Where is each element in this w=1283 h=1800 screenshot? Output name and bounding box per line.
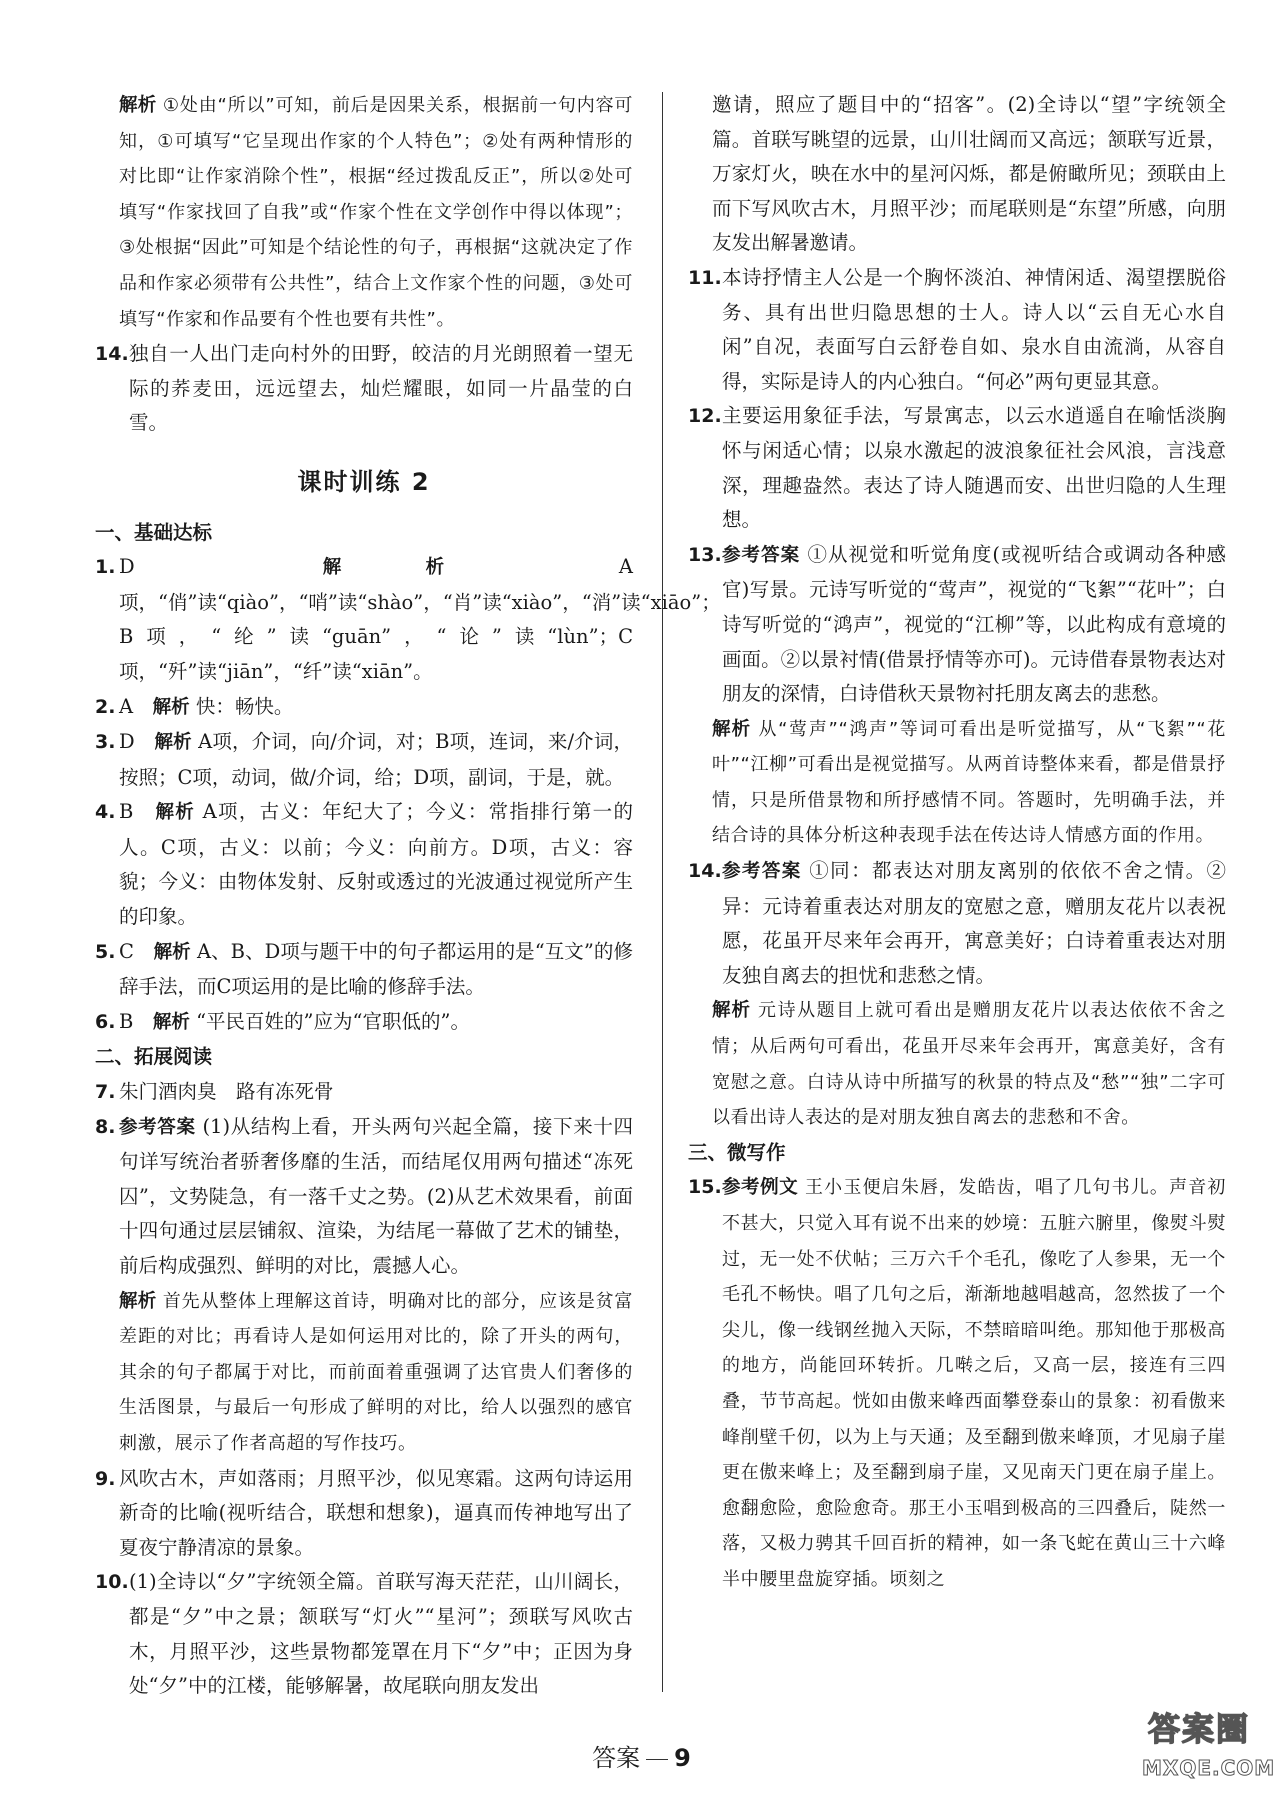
item-answer: D [119, 730, 135, 754]
item-number: 13. [688, 543, 722, 566]
explanation-text: 首先从整体上理解这首诗，明确对比的部分，应该是贫富差距的对比；再看诗人是如何运用对比的，除了开头的两句，其余的句子都属于对比，而前面着重强调了达官贵人们奢侈的生活图景，与最后一句形成了鲜明的对比，给人以强烈的感官刺激，展示了作者高超的写作技巧。 [119, 1290, 633, 1454]
explanation-label: 解析 [119, 1290, 157, 1312]
answer-item-13 [688, 538, 1226, 712]
page-number: 9 [674, 1744, 691, 1772]
item-answer: B [119, 1009, 134, 1033]
explanation-label: 解析 [119, 95, 157, 116]
item-number: 1. [95, 556, 116, 579]
item-text: A、B、D项与题干中的句子都运用的是“互文”的修辞手法，而C项运用的是比喻的修辞手法。 [119, 939, 633, 999]
item-number: 7. [95, 1081, 116, 1104]
intro-explanation [95, 88, 633, 337]
section-title: 课时训练 2 [297, 467, 431, 496]
item-number: 15. [688, 1176, 722, 1199]
item-number: 12. [688, 405, 722, 428]
answer-item-12 [688, 399, 1226, 537]
explanation-label: 解析 [712, 1000, 751, 1022]
reference-answer-label: 参考答案 [722, 861, 802, 883]
explanation-text: 元诗从题目上就可看出是赠朋友花片以表达依依不舍之情；从后两句可看出，花虽开尽来年会再开，寓意美好，含有宽慰之意。白诗从诗中所描写的秋景的特点及“愁”“独”二字可以看出诗人表达的是对朋友独自离去的悲愁和不舍。 [712, 1000, 1226, 1129]
explanation-label: 解析 [152, 696, 190, 718]
reference-answer-label: 参考答案 [722, 544, 801, 566]
explanation-text: ①处由“所以”可知，前后是因果关系，根据前一句内容可知，①可填写“它呈现出作家的个人特色”；②处有两种情形的对比即“让作家消除个性”，根据“经过拨乱反正”，所以②处可填写“作家找回了自我”或“作家个性在文学创作中得以体现”；③处根据“因此”可知是个结论性的句子，再根据“这就决定了作品和作家必须带有公共性”，结合上文作家个性的问题，③处可填写“作家和作品要有个性也要有共性”。 [119, 95, 633, 330]
item-text: (1)从结构上看，开头两句兴起全篇，接下来十四句详写统治者骄奢侈靡的生活，而结尾仅用两句描述“冻死囚”，文势陡急，有一落千丈之势。(2)从艺术效果看，前面十四句通过层层铺叙、渲染，为结尾一幕做了艺术的铺垫，前后构成强烈、鲜明的对比，震撼人心。 [119, 1114, 634, 1277]
footer-label: 答案 [592, 1744, 641, 1772]
item-text: A项，介词，向/介词，对；B项，连词，来/介词，按照；C项，动词，做/介词，给；D项，副词，于是，就。 [119, 730, 633, 789]
item-text: 独自一人出门走向村外的田野，皎洁的月光朗照着一望无际的荞麦田，远远望去，灿烂耀眼，如同一片晶莹的白雪。 [129, 342, 633, 435]
section-heading-micro-writing: 三、微写作 [688, 1140, 786, 1164]
answer-item-4 [95, 795, 633, 934]
item-number: 3. [95, 731, 116, 754]
item-text: 朱门酒肉臭 路有冻死骨 [119, 1080, 334, 1104]
section-heading-basic: 一、基础达标 [95, 520, 213, 544]
answer-item-10 [95, 1565, 633, 1703]
explanation-label: 解析 [322, 557, 529, 579]
answer-item-2 [95, 690, 633, 726]
item-text: 邀请，照应了题目中的“招客”。(2)全诗以“望”字统领全篇。首联写眺望的远景，山川壮阔而又高远；颔联写近景，万家灯火，映在水中的星河闪烁，都是俯瞰所见；颈联由上而下写风吹古木，月照平沙；而尾联则是“东望”所感，向朋友发出解暑邀请。 [712, 93, 1226, 255]
answer-item-8 [95, 1110, 633, 1284]
item-text: A项，“俏”读“qiào”，“哨”读“shào”，“肖”读“xiào”，“消”读“xiāo”；B项，“纶”读“guān”，“论”读“lùn”；C项，“歼”读“jiān”，“纤”读“xiān”。 [119, 555, 721, 683]
watermark-domain-text: MXQE.COM [1142, 1756, 1276, 1780]
item-number: 14. [688, 860, 722, 883]
explanation-text: 从“莺声”“鸿声”等词可看出是听觉描写，从“飞絮”“花叶”“江柳”可看出是视觉描写。从两首诗整体来看，都是借景抒情，只是所借景物和所抒感情不同。答题时，先明确手法，并结合诗的具体分析这种表现手法在传达诗人情感方面的作用。 [712, 718, 1226, 847]
explanation-label: 解析 [155, 802, 196, 824]
answer-item-14-right [688, 854, 1226, 993]
item-number: 5. [95, 940, 116, 963]
reference-answer-label: 参考答案 [119, 1116, 196, 1138]
item-text: 快：畅快。 [195, 694, 294, 718]
answer-item-9 [95, 1462, 633, 1566]
explanation-label: 解析 [152, 1011, 190, 1033]
answer-item-8-explanation [95, 1284, 633, 1462]
item-text: 本诗抒情主人公是一个胸怀淡泊、神情闲适、渴望摆脱俗务、具有出世归隐思想的士人。诗人以“云自无心水自闲”自况，表面写白云舒卷自如、泉水自由流淌，从容自得，实际是诗人的内心独白。“何必”两句更显其意。 [722, 265, 1226, 393]
item-number: 9. [95, 1467, 116, 1490]
item-text: ①从视觉和听觉角度(或视听结合或调动各种感官)写景。元诗写听觉的“莺声”，视觉的“飞絮”“花叶”；白诗写听觉的“鸿声”，视觉的“江柳”等，以此构成有意境的画面。②以景衬情(借景抒情等亦可)。元诗借春景物表达对朋友的深情，白诗借秋天景物衬托朋友离去的悲愁。 [722, 542, 1226, 706]
right-column [688, 88, 1226, 1598]
item-answer: B [119, 800, 134, 824]
section-heading-extended: 二、拓展阅读 [95, 1045, 213, 1069]
page-footer [0, 1738, 1283, 1773]
answer-item-15 [688, 1170, 1226, 1597]
item-text: 主要运用象征手法，写景寓志，以云水逍遥自在喻恬淡胸怀与闲适心情；以泉水激起的波浪象征社会风浪，言浅意深，理趣盎然。表达了诗人随遇而安、出世归隐的人生理想。 [722, 404, 1226, 532]
item-number: 8. [95, 1115, 116, 1138]
explanation-label: 解析 [712, 718, 752, 740]
item-answer: C [119, 939, 134, 963]
item-answer: A [119, 694, 134, 718]
sample-essay-text: 王小玉便启朱唇，发皓齿，唱了几句书儿。声音初不甚大，只觉入耳有说不出来的妙境：五脏六腑里，像熨斗熨过，无一处不伏帖；三万六千个毛孔，像吃了人参果，无一个毛孔不畅快。唱了几句之后，渐渐地越唱越高，忽然拔了一个尖儿，像一线钢丝抛入天际，不禁暗暗叫绝。那知他于那极高的地方，尚能回环转折。几啭之后，又高一层，接连有三四叠，节节高起。恍如由傲来峰西面攀登泰山的景象：初看傲来峰削壁千仞，以为上与天通；及至翻到傲来峰顶，才见扇子崖更在傲来峰上；及至翻到扇子崖，又见南天门更在扇子崖上。愈翻愈险，愈险愈奇。那王小玉唱到极高的三四叠后，陡然一落，又极力骋其千回百折的精神，如一条飞蛇在黄山三十六峰半中腰里盘旋穿插。顷刻之 [722, 1177, 1226, 1590]
explanation-label: 解析 [153, 941, 191, 963]
explanation-label: 解析 [154, 732, 192, 754]
item-text: 风吹古木，声如落雨；月照平沙，似见寒霜。这两句诗运用新奇的比喻(视听结合，联想和想象)，逼真而传神地写出了夏夜宁静清凉的景象。 [119, 1466, 633, 1559]
item-number: 4. [95, 801, 116, 824]
answer-item-10-continued [688, 88, 1226, 261]
answer-item-5 [95, 935, 633, 1005]
column-divider [662, 92, 663, 1692]
answer-item-13-explanation [688, 712, 1226, 854]
watermark-logo-text: 答案圈 [1148, 1710, 1251, 1748]
answer-item-11 [688, 261, 1226, 399]
answer-item-6 [95, 1005, 633, 1041]
answer-item-14 [95, 337, 633, 441]
answer-item-14-explanation [688, 993, 1226, 1135]
footer-dash [646, 1759, 668, 1760]
item-number: 10. [95, 1571, 129, 1594]
answer-item-3 [95, 725, 633, 795]
item-text: A项，古义：年纪大了；今义：常指排行第一的人。C项，古义：以前；今义：向前方。D项，古义：容貌；今义：由物体发射、反射或透过的光波通过视觉所产生的印象。 [119, 800, 633, 929]
site-watermark-logo [1142, 1700, 1274, 1792]
answer-item-7 [95, 1075, 633, 1110]
item-text: “平民百姓的”应为“官职低的”。 [196, 1009, 470, 1033]
item-number: 6. [95, 1010, 116, 1033]
item-number: 2. [95, 695, 116, 718]
item-text: ①同：都表达对朋友离别的依依不舍之情。②异：元诗着重表达对朋友的宽慰之意，赠朋友花片以表祝愿，花虽开尽来年会再开，寓意美好；白诗着重表达对朋友独自离去的担忧和悲愁之情。 [722, 859, 1226, 987]
item-number: 11. [688, 266, 722, 289]
item-text: (1)全诗以“夕”字统领全篇。首联写海天茫茫，山川阔长，都是“夕”中之景；颔联写“灯火”“星河”；颈联写风吹古木，月照平沙，这些景物都笼罩在月下“夕”中；正因为身处“夕”中的江楼，能够解暑，故尾联向朋友发出 [129, 1570, 633, 1698]
item-answer: D [119, 555, 135, 579]
sample-essay-label: 参考例文 [722, 1177, 799, 1199]
item-number: 14. [95, 343, 129, 366]
